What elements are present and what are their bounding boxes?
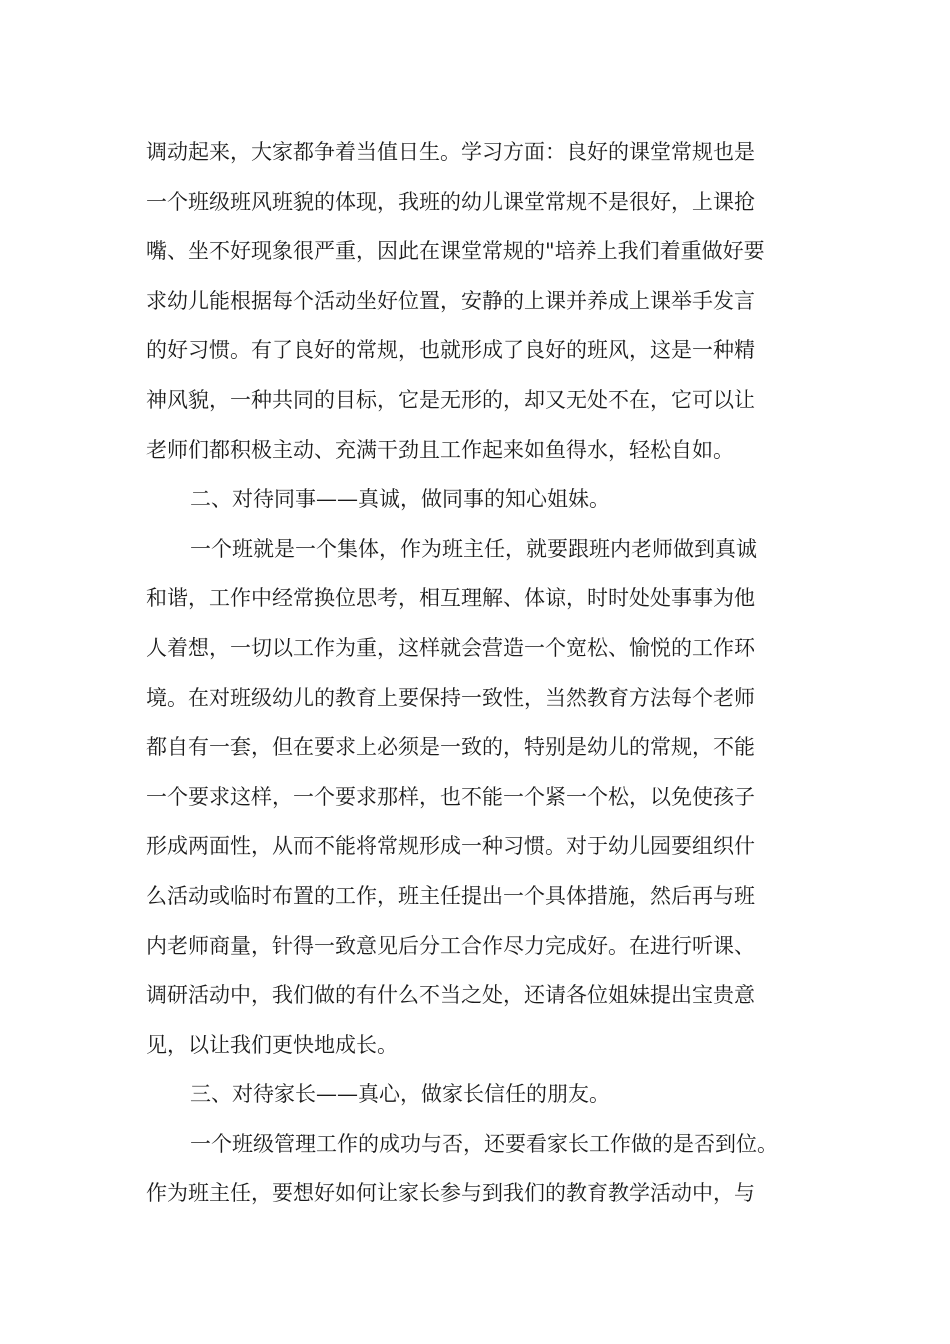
text-line: 一个班就是一个集体，作为班主任，就要跟班内老师做到真诚: [190, 536, 757, 561]
text-line: 内老师商量，针得一致意见后分工合作尽力完成好。在进行听课、: [146, 933, 755, 958]
text-line: 一个班级班风班貌的体现，我班的幼儿课堂常规不是很好，上课抢: [146, 189, 755, 214]
text-line: 神风貌，一种共同的目标，它是无形的，却又无处不在，它可以让: [146, 387, 755, 412]
section-heading-parents: 三、对待家长——真心，做家长信任的朋友。: [190, 1082, 610, 1107]
text-line: 作为班主任，要想好如何让家长参与到我们的教育教学活动中，与: [146, 1181, 755, 1206]
text-line: 形成两面性，从而不能将常规形成一种习惯。对于幼儿园要组织什: [146, 834, 755, 859]
text-line: 和谐，工作中经常换位思考，相互理解、体谅，时时处处事事为他: [146, 586, 755, 611]
text-line: 都自有一套，但在要求上必须是一致的，特别是幼儿的常规，不能: [146, 735, 755, 760]
text-line: 见，以让我们更快地成长。: [146, 1032, 398, 1057]
text-line: 人着想，一切以工作为重，这样就会营造一个宽松、愉悦的工作环: [146, 635, 755, 660]
text-line: 嘴、坐不好现象很严重，因此在课堂常规的"培养上我们着重做好要: [146, 239, 765, 264]
text-line: 老师们都积极主动、充满干劲且工作起来如鱼得水，轻松自如。: [146, 437, 734, 462]
text-line: 一个要求这样，一个要求那样，也不能一个紧一个松，以免使孩子: [146, 784, 755, 809]
text-line: 一个班级管理工作的成功与否，还要看家长工作做的是否到位。: [190, 1131, 778, 1156]
document-body: [146, 128, 826, 1219]
text-line: 境。在对班级幼儿的教育上要保持一致性，当然教育方法每个老师: [146, 685, 755, 710]
text-line: 么活动或临时布置的工作，班主任提出一个具体措施，然后再与班: [146, 883, 755, 908]
text-line: 调动起来，大家都争着当值日生。学习方面：良好的课堂常规也是: [146, 140, 755, 164]
text-line: 调研活动中，我们做的有什么不当之处，还请各位姐妹提出宝贵意: [146, 983, 755, 1008]
section-heading-colleagues: 二、对待同事——真诚，做同事的知心姐妹。: [190, 487, 610, 512]
text-line: 的好习惯。有了良好的常规，也就形成了良好的班风，这是一种精: [146, 338, 755, 363]
text-line: 求幼儿能根据每个活动坐好位置，安静的上课并养成上课举手发言: [146, 288, 755, 313]
